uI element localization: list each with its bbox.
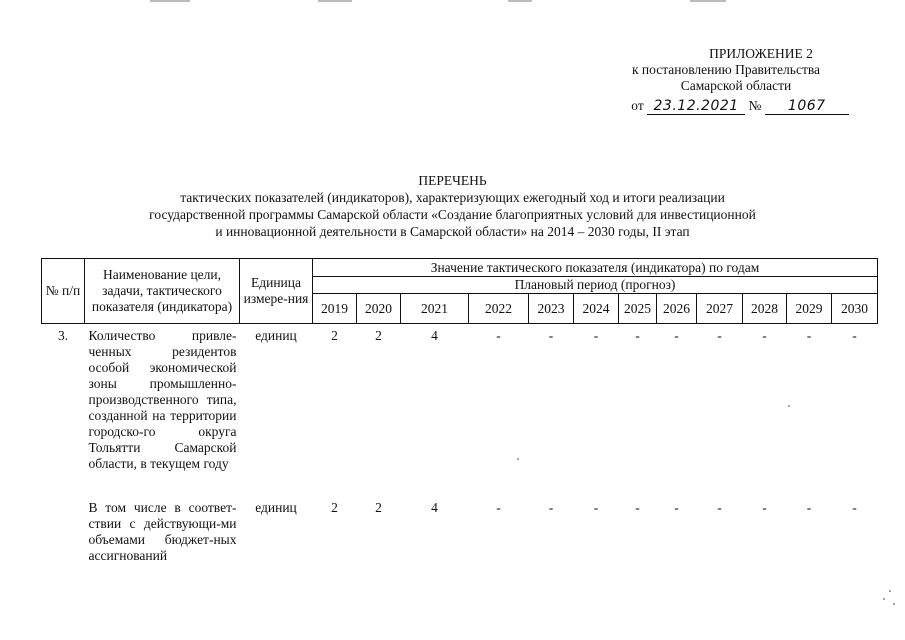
row-value: - xyxy=(674,328,679,343)
heading-line-1: тактических показателей (индикаторов), характеризующих ежегодный ход и итоги реализации xyxy=(180,190,725,205)
row-value: - xyxy=(762,499,767,515)
row-value: - xyxy=(806,499,812,515)
row-value: 2 xyxy=(331,328,338,343)
table-row xyxy=(42,500,878,570)
date-value: 23.12.2021 xyxy=(647,98,745,115)
header-year: 2019 xyxy=(313,294,357,324)
header-year: 2029 xyxy=(787,294,832,324)
header-value: Значение тактического показателя (индикатора) по годам xyxy=(313,259,878,277)
row-value: - xyxy=(635,499,640,515)
header-year: 2024 xyxy=(574,294,619,324)
row-value: - xyxy=(496,499,501,515)
row-unit: единиц xyxy=(255,328,297,343)
header-name: Наименование цели, задачи, тактического показателя (индикатора) xyxy=(85,259,240,324)
header-year: 2027 xyxy=(697,294,743,324)
heading-title: ПЕРЕЧЕНЬ xyxy=(418,173,487,188)
header-year: 2021 xyxy=(401,294,469,324)
heading-line-3: и инновационной деятельности в Самарской области» на 2014 – 2030 годы, II этап xyxy=(215,224,690,239)
document-heading xyxy=(40,172,865,240)
row-number xyxy=(42,500,85,570)
row-value: - xyxy=(635,328,640,343)
appendix-date-row xyxy=(620,98,860,115)
row-value: - xyxy=(674,499,679,515)
row-value: - xyxy=(806,328,812,343)
header-period: Плановый период (прогноз) xyxy=(313,277,878,294)
date-prefix: от xyxy=(631,98,644,113)
row-value: 2 xyxy=(331,499,338,515)
header-unit: Единица измере-ния xyxy=(240,259,313,324)
header-year: 2026 xyxy=(657,294,697,324)
row-unit: единиц xyxy=(255,499,297,515)
row-value: - xyxy=(852,499,857,515)
row-value: 4 xyxy=(431,328,438,343)
row-value: - xyxy=(496,328,501,343)
header-year: 2028 xyxy=(743,294,787,324)
header-year: 2025 xyxy=(619,294,657,324)
header-num: № п/п xyxy=(42,259,85,324)
row-value: - xyxy=(717,499,722,515)
header-year: 2022 xyxy=(469,294,529,324)
row-value: - xyxy=(593,499,599,515)
row-value: 2 xyxy=(375,328,382,343)
row-value: 2 xyxy=(375,499,382,515)
row-value: - xyxy=(548,499,554,515)
row-indicator-name: В том числе в соответ-ствии с действующи-ми объемами бюджет-ных ассигнований xyxy=(88,499,237,563)
row-value: - xyxy=(852,328,857,343)
row-value: - xyxy=(762,328,767,343)
row-value: 4 xyxy=(431,499,438,515)
row-value: - xyxy=(593,328,599,343)
number-prefix: № xyxy=(748,98,762,113)
appendix-title: ПРИЛОЖЕНИЕ 2 xyxy=(709,46,813,61)
row-number: 3. xyxy=(57,328,69,343)
row-value: - xyxy=(548,328,554,343)
table-row xyxy=(42,324,878,500)
number-value: 1067 xyxy=(765,98,849,115)
indicators-table xyxy=(41,258,878,570)
appendix-block xyxy=(600,46,852,114)
row-value: - xyxy=(717,328,722,343)
appendix-line-2: Самарской области xyxy=(680,78,792,93)
header-year: 2023 xyxy=(529,294,574,324)
heading-line-2: государственной программы Самарской области «Создание благоприятных условий для инвестиционной xyxy=(149,207,756,222)
header-year: 2020 xyxy=(357,294,401,324)
row-indicator-name: Количество привле-ченных резидентов особой экономической зоны промышленно-производственного типа, созданной на территории городско-го округа Тольятти Самарской области, в текущем году xyxy=(88,328,237,471)
header-year: 2030 xyxy=(832,294,878,324)
appendix-line-1: к постановлению Правительства xyxy=(631,62,821,77)
